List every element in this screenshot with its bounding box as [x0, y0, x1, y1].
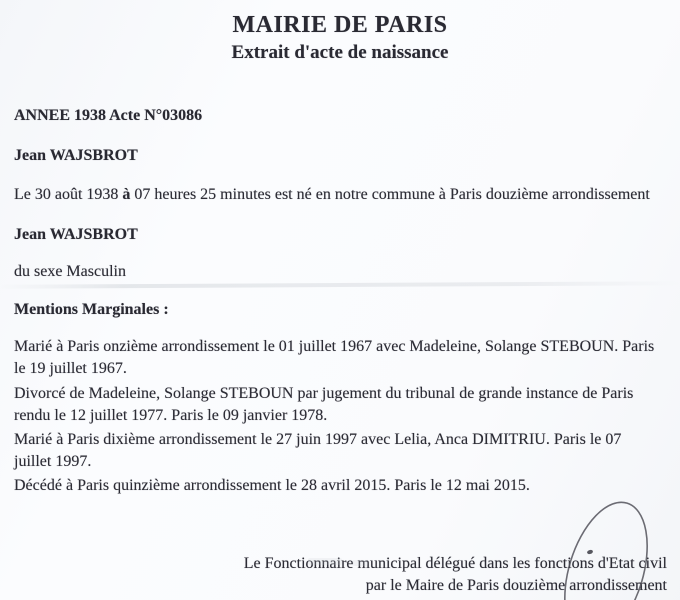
- sex-line: du sexe Masculin: [14, 263, 126, 280]
- person-name-first: Jean WAJSBROT: [14, 147, 138, 164]
- mention-marriage-2: [14, 429, 621, 473]
- marginal-mentions-heading: Mentions Marginales :: [14, 301, 169, 318]
- mention-line: rendu le 12 juillet 1977. Paris le 09 janvier 1978.: [14, 407, 328, 424]
- birth-statement-line: [14, 186, 650, 204]
- birth-statement-part1: Le 30 août 1938: [14, 186, 123, 203]
- official-title-line: Le Fonctionnaire municipal délégué dans les fonctions d'Etat civil: [243, 555, 667, 572]
- mention-line: Marié à Paris onzième arrondissement le 01 juillet 1967 avec Madeleine, Solange STEBOUN. Paris: [14, 338, 655, 355]
- mention-line: le 19 juillet 1967.: [14, 360, 127, 377]
- document-title: MAIRIE DE PARIS: [232, 12, 448, 38]
- birth-statement-part2: 07 heures 25 minutes est né en notre commune à Paris douzième arrondissement: [130, 186, 650, 203]
- mention-line: Décédé à Paris quinzième arrondissement le 28 avril 2015. Paris le 12 mai 2015.: [14, 477, 530, 494]
- mention-line: juillet 1997.: [14, 453, 92, 470]
- scan-smudge: [308, 558, 342, 565]
- mention-marriage-1: [14, 336, 654, 380]
- document-subtitle: Extrait d'acte de naissance: [231, 42, 449, 63]
- act-number-line: ANNEE 1938 Acte N°03086: [14, 107, 203, 124]
- mention-line: Divorcé de Madeleine, Solange STEBOUN par jugement du tribunal de grande instance de Paris: [14, 385, 634, 402]
- mention-death: [14, 475, 530, 497]
- person-name-second: Jean WAJSBROT: [14, 226, 138, 243]
- official-authority-line: par le Maire de Paris douzième arrondissement: [365, 577, 667, 594]
- birth-statement-bold-a: à: [122, 186, 131, 203]
- fold-crease: [0, 281, 680, 289]
- scan-smudge: [352, 560, 368, 566]
- mention-divorce: [14, 383, 633, 427]
- mention-line: Marié à Paris dixième arrondissement le 27 juin 1997 avec Lelia, Anca DIMITRIU. Paris le 07: [14, 431, 622, 448]
